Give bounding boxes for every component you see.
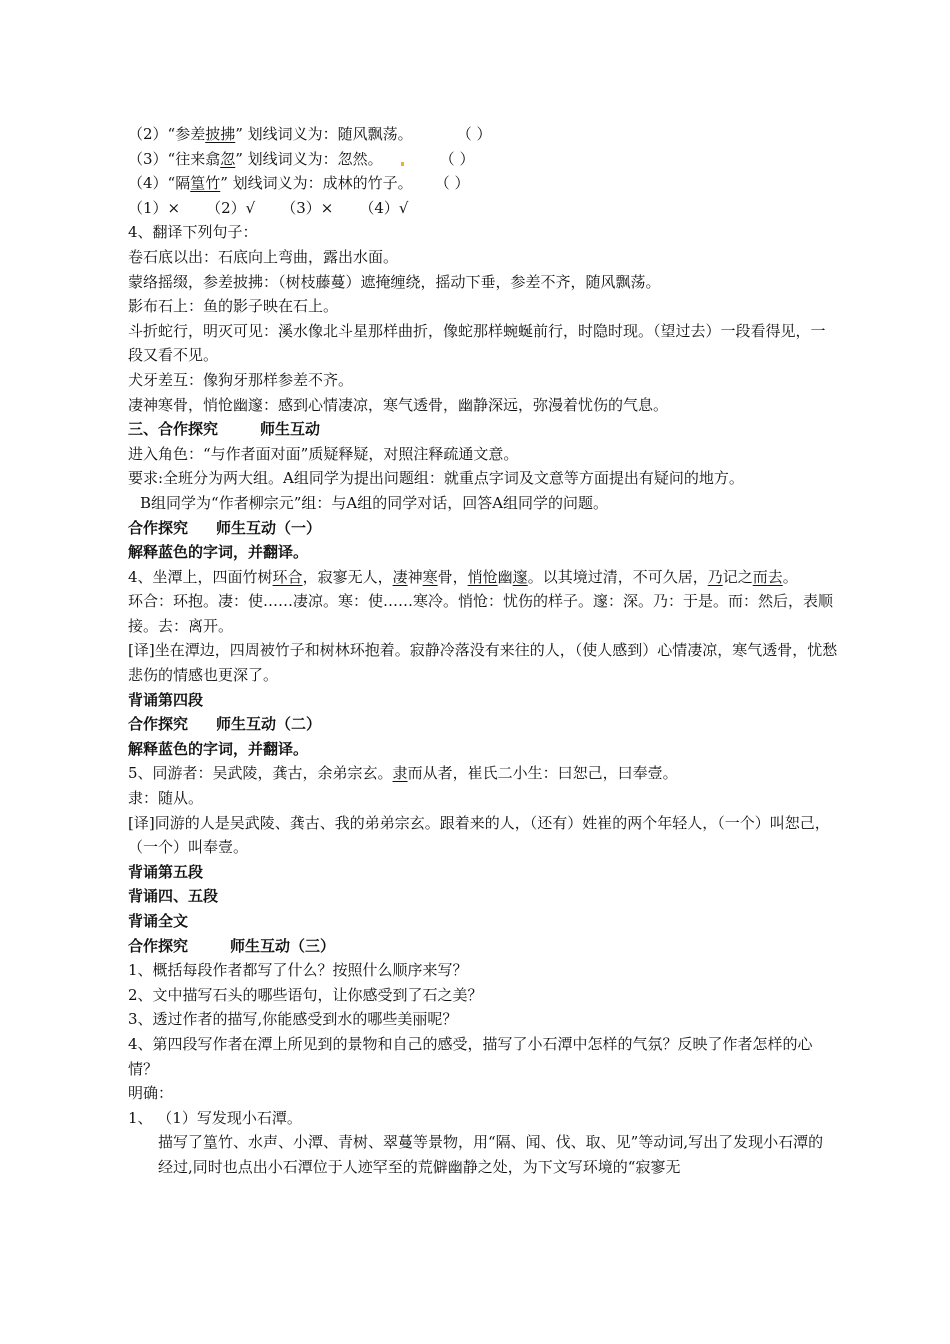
p5-seg: 5、同游者：吴武陵，龚古，余弟宗玄。 <box>128 764 393 783</box>
answer-2: （2）√ <box>206 198 256 217</box>
p4-seg: 4、坐潭上，四面竹树 <box>128 567 273 586</box>
discussion-q4: 4、第四段写作者在潭上所见到的景物和自己的感受，描写了小石潭中怎样的气氛？反映了作者怎样的心情？ <box>128 1034 813 1078</box>
translation-4: 斗折蛇行，明灭可见：溪水像北斗星那样曲折，像蛇那样蜿蜒前行，时隐时现。（望过去）一段看得见，一段又看不见。 <box>128 321 826 365</box>
translation-3: 影布石上：鱼的影子映在石上。 <box>128 297 339 316</box>
translation-passage-4: [译]坐在潭边，四周被竹子和树林环抱着。寂静冷落没有来往的人，（使人感到）心情凄凉，寒气透骨，忧愁悲伤的情感也更深了。 <box>128 641 838 685</box>
section-3-heading <box>128 417 838 442</box>
passage-4 <box>128 565 838 590</box>
p4-key: 而 <box>752 567 768 586</box>
gloss-5: 隶：随从。 <box>128 789 204 808</box>
p4-seg: 。 <box>782 567 798 586</box>
p4-seg: ，寂寥无人， <box>302 567 393 586</box>
p5-seg: 而从者，崔氏二小生：曰恕己，曰奉壹。 <box>407 764 678 783</box>
recite-5: 背诵第五段 <box>128 862 204 881</box>
recite-4-5: 背诵四、五段 <box>128 887 219 906</box>
q2-text: （2）“参差 <box>128 125 206 143</box>
q4-text: （4）“隔 <box>128 174 191 193</box>
translation-5: 犬牙差互：像狗牙那样参差不齐。 <box>128 370 354 389</box>
stray-mark <box>401 162 404 166</box>
p4-key: 乃 <box>707 567 723 586</box>
coop-2-subtitle: 师生互动（二） <box>216 715 322 734</box>
p4-key: 凄 <box>392 567 408 586</box>
p4-key: 悄怆 <box>467 567 498 586</box>
discussion-q2: 2、文中描写石头的哪些语句，让你感受到了石之美？ <box>128 985 483 1004</box>
q2-text-2: ” 划线词义为：随风飘荡。 <box>235 125 413 143</box>
p4-key: 去 <box>767 567 783 586</box>
clarify-label: 明确： <box>128 1084 174 1103</box>
q3-blank: （ ） <box>439 149 475 168</box>
answer-4: （4）√ <box>359 198 409 217</box>
document-body <box>128 122 838 1180</box>
p5-key: 隶 <box>392 764 408 783</box>
explain-heading-2: 解释蓝色的字词，并翻译。 <box>128 739 309 758</box>
answer-1-body: 描写了篁竹、水声、小潭、青树、翠蔓等景物，用“隔、闻、伐、取、见”等动词,写出了发现小石潭的经过,同时也点出小石潭位于人迹罕至的荒僻幽静之处，为下文写环境的“寂寥无 <box>158 1133 824 1176</box>
answer-1: （1）× <box>128 198 181 217</box>
question-2 <box>128 122 838 147</box>
p4-key: 环合 <box>272 567 303 586</box>
p4-seg: 骨， <box>437 567 468 586</box>
role-instruction: 进入角色：“与作者面对面”质疑释疑，对照注释疏通文意。 <box>128 444 519 463</box>
q2-underlined: 披拂 <box>205 125 236 143</box>
q3-text-2: ” 划线词义为：忽然。 <box>235 149 383 168</box>
translate-heading: 4、翻译下列句子： <box>128 223 258 242</box>
p4-key: 寒 <box>422 567 438 586</box>
recite-4: 背诵第四段 <box>128 690 204 709</box>
q3-underlined: 忽 <box>220 149 236 168</box>
discussion-q1: 1、概括每段作者都写了什么？按照什么顺序来写？ <box>128 961 468 980</box>
coop-1-title: 合作探究 <box>128 518 189 537</box>
p4-seg: 神 <box>407 567 423 586</box>
p4-seg: 。以其境过清，不可久居， <box>527 567 708 586</box>
q4-underlined: 篁竹 <box>190 174 221 193</box>
gloss-4: 环合：环抱。凄：使……凄凉。寒：使……寒冷。悄怆：忧伤的样子。邃：深。乃：于是。而：然后，表顺接。去：离开。 <box>128 592 834 635</box>
translation-2: 蒙络摇缀，参差披拂：（树枝藤蔓）遮掩缠绕，摇动下垂，参差不齐，随风飘荡。 <box>128 272 661 291</box>
answer-1-heading: 1、 （1）写发现小石潭。 <box>128 1108 302 1127</box>
coop-heading-2 <box>128 712 838 737</box>
question-3 <box>128 147 838 172</box>
requirement: 要求:全班分为两大组。A组同学为提出问题组：就重点字词及文意等方面提出有疑问的地方。 <box>128 469 744 488</box>
question-4 <box>128 171 838 196</box>
translation-passage-5: [译]同游的人是吴武陵、龚古、我的弟弟宗玄。跟着来的人，（还有）姓崔的两个年轻人，（一个）叫恕己，（一个）叫奉壹。 <box>128 813 830 857</box>
coop-2-title: 合作探究 <box>128 715 189 734</box>
q4-text-2: ” 划线词义为：成林的竹子。 <box>220 174 413 193</box>
explain-heading-1: 解释蓝色的字词，并翻译。 <box>128 543 309 562</box>
passage-5 <box>128 761 838 786</box>
p4-seg: 记之 <box>722 567 753 586</box>
q4-blank: （ ） <box>434 174 470 193</box>
recite-all: 背诵全文 <box>128 912 189 930</box>
answer-key <box>128 196 838 221</box>
q2-blank: （ ） <box>456 125 492 143</box>
p4-key: 邃 <box>512 567 528 586</box>
coop-3-title: 合作探究 <box>128 936 189 955</box>
coop-3-subtitle: 师生互动（三） <box>230 936 336 955</box>
translation-1: 卷石底以出：石底向上弯曲，露出水面。 <box>128 247 399 266</box>
coop-heading-3 <box>128 934 838 959</box>
section-3-subtitle: 师生互动 <box>260 420 321 439</box>
group-b-instruction: B组同学为“作者柳宗元”组：与A组的同学对话，回答A组同学的问题。 <box>140 493 609 512</box>
coop-heading-1 <box>128 516 838 541</box>
section-3-title: 三、合作探究 <box>128 420 219 439</box>
discussion-q3: 3、透过作者的描写,你能感受到水的哪些美丽呢？ <box>128 1010 458 1029</box>
q3-text: （3）“往来翕 <box>128 149 221 168</box>
answer-3: （3）× <box>281 198 334 217</box>
p4-seg: 幽 <box>497 567 513 586</box>
coop-1-subtitle: 师生互动（一） <box>216 518 322 537</box>
translation-6: 凄神寒骨，悄怆幽邃：感到心情凄凉，寒气透骨，幽静深远，弥漫着忧伤的气息。 <box>128 395 669 414</box>
